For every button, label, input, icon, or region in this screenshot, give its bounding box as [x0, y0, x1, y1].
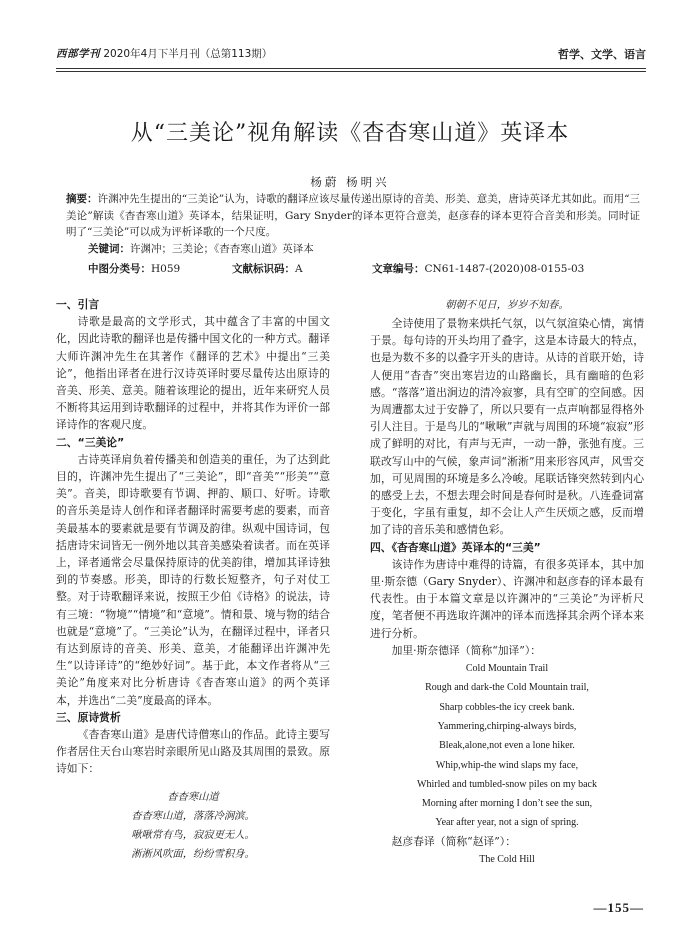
article-no-label: 文章编号：	[372, 263, 425, 275]
article-authors: 杨蔚 杨明兴	[310, 175, 390, 189]
poem-line: 朝朝不见日，岁岁不知春。	[445, 299, 569, 311]
clc-label: 中图分类号：	[88, 263, 151, 275]
section-heading-three-beauties: 二、“三美论”	[56, 435, 125, 449]
running-header	[56, 44, 646, 66]
article-no-value: CN61-1487-(2020)08-0155-03	[424, 263, 585, 275]
snyder-poem-line: Yammering,chirping-always birds,	[437, 720, 577, 732]
abstract	[66, 191, 640, 241]
keywords-text: 许渊冲；三美论；《杳杳寒山道》英译本	[130, 243, 314, 255]
section-heading-translations: 四、《杳杳寒山道》英译本的“三美”	[370, 540, 541, 554]
keywords-label: 关键词：	[88, 243, 130, 255]
paragraph: 古诗英译肩负着传播美和创造美的重任，为了达到此目的，许渊冲先生提出了“三美论”，即“音美”“形美”“意美”。音美，即诗歌要有节调、押韵、顺口、好听。诗歌的音乐美是诗人创作和译者翻译时需要考虑的要素，而音美最基本的要素就是要有节调及韵律。纵观中国诗词，包括唐诗宋词皆无一例外地以其音美感染着读者。而在英译上，译者通常会尽量保持原诗的优美韵律，增加其译诗独到的节奏感。形美，即诗的行数长短整齐，句子对仗工整。对于诗歌翻译来说，按照王少伯《诗格》的说法，诗有三境：“物境”“情境”和“意境”。情和景、境与物的结合也就是“意境”了。“三美论”认为，在翻译过程中，译者只有达到原诗的音美、形美、意美，才能翻译出许渊冲先生“以诗译诗”的“绝妙好词”。基于此，本文作者将从“三美论”角度来对比分析唐诗《杳杳寒山道》的两个英译本，并选出“二美”度最高的译本。	[56, 452, 330, 707]
doc-code-label: 文献标识码：	[232, 263, 295, 275]
poem-line: 杳杳寒山道，落落冷涧滨。	[131, 809, 255, 822]
article-title: 从“三美论”视角解读《杳杳寒山道》英译本	[130, 121, 570, 146]
journal-info	[56, 46, 272, 61]
paragraph: 全诗使用了景物来烘托气氛，以气氛渲染心情，寓情于景。每句诗的开头均用了叠字，这是本诗最大的特点，也是为数不多的以叠字开头的唐诗。从诗的首联开始，诗人便用“杳杳”突出寒岩边的山路幽长，具有幽暗的色彩感。“落落”道出涧边的清冷寂寥，具有空旷的空间感。因为周遭都太过于安静了，所以只要有一点声响都显得格外引人注目。于是鸟儿的“啾啾”声就与周围的环境“寂寂”形成了鲜明的对比，有声与无声，一动一静，张弛有度。三联改写山中的气候，象声词“淅淅”用来形容风声，风雪交加，可见周围的环境是多么冷峻。尾联话锋突然转到内心的感受上去，不想去理会时间是春何时是秋。八连叠词富于变化，字虽有重复，却不会让人产生厌烦之感，反而增加了诗的音乐美和感情色彩。	[370, 317, 644, 537]
poem-line: 淅淅风吹面，纷纷雪积身。	[131, 847, 255, 860]
abstract-label: 摘要：	[66, 193, 98, 205]
snyder-poem-line: Year after year, not a sign of spring.	[435, 817, 579, 829]
right-column	[370, 296, 644, 869]
zhao-poem-title: The Cold Hill	[479, 853, 535, 865]
section-name: 哲学、文学、语言	[558, 48, 646, 61]
zhao-translation-label: 赵彦春译（简称“赵译”）：	[391, 834, 516, 848]
poem-title: 杳杳寒山道	[167, 790, 219, 803]
clc-value: H059	[151, 263, 181, 275]
poem-line: 啾啾常有鸟，寂寂更无人。	[131, 828, 255, 841]
snyder-translation-label: 加里·斯奈德译（简称“加译”）：	[391, 643, 542, 657]
left-column	[56, 296, 330, 864]
abstract-text: 许渊冲先生提出的“三美论”认为，诗歌的翻译应该尽量传递出原诗的音美、形美、意美，唐诗英译尤其如此。而用“三美论”解读《杳杳寒山道》英译本，结果证明，Gary Snyder的译本更符合意美，赵彦春的译本更符合音美和形美。同时证明了“三美论”可以成为评析译歌的一个尺度。	[66, 193, 640, 238]
paragraph: 该诗作为唐诗中难得的诗篇，有很多英译本，其中加里·斯奈德（Gary Snyder）、许渊冲和赵彦春的译本最有代表性。由于本篇文章是以许渊冲的“三美论”为评析尺度，笔者便不再选取许渊冲的译本而选择其余两个译本来进行分析。	[370, 557, 644, 640]
snyder-poem-line: Whip,whip-the wind slaps my face,	[435, 759, 579, 771]
paragraph: 《杳杳寒山道》是唐代诗僧寒山的作品。此诗主要写作者居住天台山寒岩时亲眼所见山路及其周围的景致。原诗如下：	[56, 728, 330, 776]
snyder-poem-line: Rough and dark-the Cold Mountain trail,	[425, 682, 589, 694]
snyder-poem-line: Bleak,alone,not even a lone hiker.	[439, 740, 575, 752]
snyder-poem-line: Sharp cobbles-the icy creek bank.	[439, 701, 575, 713]
page-number: —155—	[593, 900, 644, 915]
header-rule-thin	[56, 71, 646, 72]
snyder-poem-line: Morning after morning I don’t see the sun,	[421, 798, 593, 810]
snyder-poem-title: Cold Mountain Trail	[465, 663, 549, 675]
journal-name: 西部学刊	[56, 48, 100, 60]
clc-number	[88, 261, 180, 276]
document-code	[232, 261, 303, 276]
header-rule-thick	[56, 68, 646, 69]
issue-info: 2020年4月下半月刊（总第113期）	[103, 48, 273, 60]
doc-code-value: A	[295, 263, 303, 275]
section-heading-intro: 一、引言	[56, 298, 100, 311]
keywords	[88, 241, 314, 256]
section-heading-poem-appreciation: 三、原诗赏析	[56, 710, 121, 724]
paragraph: 诗歌是最高的文学形式，其中蕴含了丰富的中国文化，因此诗歌的翻译也是传播中国文化的一种方式。翻译大师许渊冲先生在其著作《翻译的艺术》中提出“三美论”，他指出译者在进行汉诗英译时要尽量传达出原诗的音美、形美、意美。随着该理论的提出，近年来研究人员不断将其运用到诗歌翻译的过程中，并将其作为评价一部译诗作的客观尺度。	[56, 315, 330, 432]
snyder-poem-line: Whirled and tumbled-snow piles on my back	[417, 778, 597, 790]
article-number	[372, 261, 584, 276]
